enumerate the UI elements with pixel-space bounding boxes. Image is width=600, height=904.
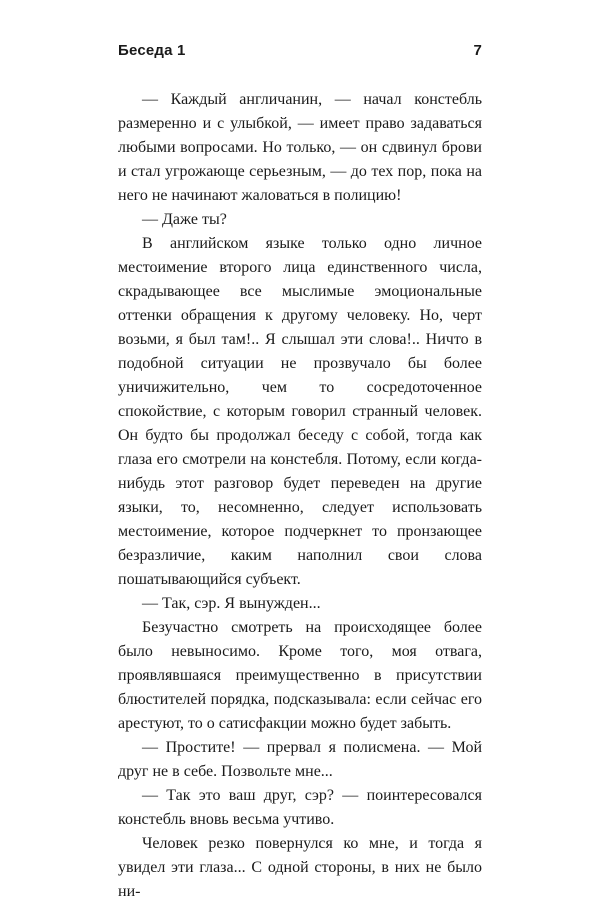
paragraph: В английском языке только одно личное местоимение второго лица единственного числа, скрадывающее все мыслимые эмоциональные оттенки обращения к другому человеку. Но, черт возьми, я был там!.. Я слышал эти слова!.. Ничто в подобной ситуации не прозвучало бы более уничижительно, чем то сосредоточенное спокойствие, с которым говорил странный человек. Он будто бы продолжал беседу с собой, тогда как глаза его смотрели на констебля. Потому, если когда-нибудь этот разговор будет переведен на другие языки, то, несомненно, следует использовать местоимение, которое подчеркнет то пронзающее безразличие, каким наполнил свои слова пошатывающийся субъект. xyxy=(118,235,482,588)
paragraph: — Даже ты? xyxy=(142,211,227,228)
paragraph: — Простите! — прервал я полисмена. — Мой друг не в себе. Позвольте мне... xyxy=(118,739,482,780)
paragraph: — Так, сэр. Я вынужден... xyxy=(142,595,321,612)
chapter-title: Беседа 1 xyxy=(118,42,186,59)
paragraph: — Каждый англичанин, — начал констебль размеренно и с улыбкой, — имеет право задаваться любыми вопросами. Но только, — он сдвинул брови и стал угрожающе серьезным, — до тех пор, пока на него не начинают жаловаться в полицию! xyxy=(118,91,482,204)
body-text xyxy=(118,88,482,904)
page-number: 7 xyxy=(473,42,482,59)
paragraph: — Так это ваш друг, сэр? — поинтересовался констебль вновь весьма учтиво. xyxy=(118,787,482,828)
paragraph: Безучастно смотреть на происходящее более было невыносимо. Кроме того, моя отвага, проявлявшаяся преимущественно в присутствии блюстителей порядка, подсказывала: если сейчас его арестуют, то о сатисфакции можно будет забыть. xyxy=(118,619,482,732)
paragraph: Человек резко повернулся ко мне, и тогда я увидел эти глаза... С одной стороны, в них не было ни- xyxy=(118,835,482,900)
running-head xyxy=(118,42,482,66)
